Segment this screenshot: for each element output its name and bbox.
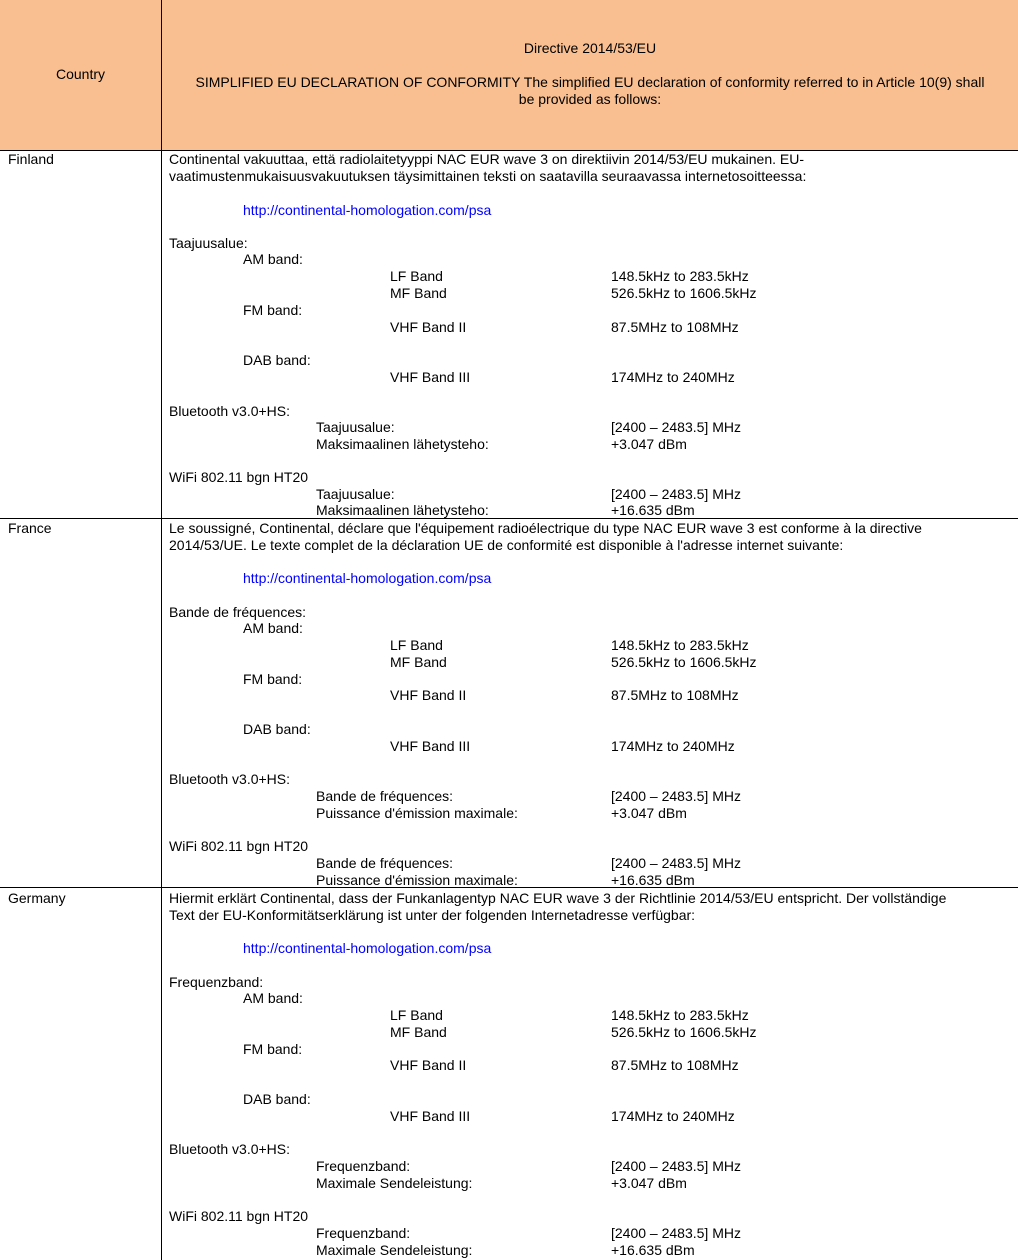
wifi-freq-value: [2400 – 2483.5] MHz <box>611 855 741 871</box>
dab-band-label: DAB band: <box>243 1091 311 1107</box>
column-divider <box>161 519 162 887</box>
mf-band-value: 526.5kHz to 1606.5kHz <box>611 285 757 301</box>
wifi-heading: WiFi 802.11 bgn HT20 <box>169 838 309 854</box>
bt-power-value: +3.047 dBm <box>611 805 687 821</box>
bt-freq-label: Taajuusalue: <box>316 419 395 435</box>
country-name: Finland <box>8 151 54 167</box>
lf-band-label: LF Band <box>390 1007 443 1023</box>
mf-band-value: 526.5kHz to 1606.5kHz <box>611 654 757 670</box>
wifi-power-label: Maksimaalinen lähetysteho: <box>316 502 489 518</box>
bt-freq-value: [2400 – 2483.5] MHz <box>611 1158 741 1174</box>
lf-band-value: 148.5kHz to 283.5kHz <box>611 637 749 653</box>
intro-line2: vaatimustenmukaisuusvakuutuksen täysimittainen teksti on saatavilla seuraavassa internetosoitteessa: <box>169 168 807 184</box>
vhf3-label: VHF Band III <box>390 1108 471 1124</box>
vhf2-label: VHF Band II <box>390 319 467 335</box>
section-germany <box>0 888 1018 1260</box>
declaration-link[interactable]: http://continental-homologation.com/psa <box>243 940 492 956</box>
vhf3-label: VHF Band III <box>390 738 471 754</box>
freq-heading: Bande de fréquences: <box>169 604 306 620</box>
declaration-link[interactable]: http://continental-homologation.com/psa <box>243 570 492 586</box>
wifi-power-value: +16.635 dBm <box>611 502 695 518</box>
wifi-freq-value: [2400 – 2483.5] MHz <box>611 1225 741 1241</box>
section-france <box>0 519 1018 888</box>
header-declaration-line1: SIMPLIFIED EU DECLARATION OF CONFORMITY The simplified EU declaration of conformity referred to in Article 10(9) shall <box>195 74 985 90</box>
intro-line1: Le soussigné, Continental, déclare que l'équipement radioélectrique du type NAC EUR wave 3 est conforme à la directive <box>169 520 922 536</box>
bt-power-label: Maximale Sendeleistung: <box>316 1175 473 1191</box>
mf-band-label: MF Band <box>390 285 447 301</box>
bt-power-value: +3.047 dBm <box>611 1175 687 1191</box>
bluetooth-heading: Bluetooth v3.0+HS: <box>169 771 291 787</box>
vhf2-value: 87.5MHz to 108MHz <box>611 687 739 703</box>
freq-heading: Taajuusalue: <box>169 235 248 251</box>
bluetooth-heading: Bluetooth v3.0+HS: <box>169 1141 291 1157</box>
intro-line2: Text der EU-Konformitätserklärung ist unter der folgenden Internetadresse verfügbar: <box>169 907 696 923</box>
wifi-freq-label: Frequenzband: <box>316 1225 411 1241</box>
wifi-power-value: +16.635 dBm <box>611 872 695 888</box>
am-band-label: AM band: <box>243 251 303 267</box>
bt-power-value: +3.047 dBm <box>611 436 687 452</box>
dab-band-label: DAB band: <box>243 352 311 368</box>
mf-band-value: 526.5kHz to 1606.5kHz <box>611 1024 757 1040</box>
mf-band-label: MF Band <box>390 654 447 670</box>
header-directive: Directive 2014/53/EU <box>523 40 657 56</box>
lf-band-value: 148.5kHz to 283.5kHz <box>611 268 749 284</box>
declaration-link[interactable]: http://continental-homologation.com/psa <box>243 202 492 218</box>
wifi-heading: WiFi 802.11 bgn HT20 <box>169 1208 309 1224</box>
fm-band-label: FM band: <box>243 671 303 687</box>
intro-line1: Continental vakuuttaa, että radiolaitetyyppi NAC EUR wave 3 on direktiivin 2014/53/EU mukainen. EU- <box>169 151 804 167</box>
column-divider <box>161 151 162 518</box>
fm-band-label: FM band: <box>243 1041 303 1057</box>
vhf2-value: 87.5MHz to 108MHz <box>611 1057 739 1073</box>
header-country: Country <box>55 66 106 82</box>
vhf3-label: VHF Band III <box>390 369 471 385</box>
bt-freq-label: Bande de fréquences: <box>316 788 453 804</box>
bluetooth-heading: Bluetooth v3.0+HS: <box>169 403 291 419</box>
wifi-power-label: Maximale Sendeleistung: <box>316 1242 473 1258</box>
bt-freq-value: [2400 – 2483.5] MHz <box>611 788 741 804</box>
section-finland <box>0 151 1018 519</box>
freq-heading: Frequenzband: <box>169 974 264 990</box>
country-name: France <box>8 520 52 536</box>
bt-power-label: Maksimaalinen lähetysteho: <box>316 436 489 452</box>
intro-line2: 2014/53/UE. Le texte complet de la déclaration UE de conformité est disponible à l'adresse internet suivante: <box>169 537 844 553</box>
column-divider <box>161 888 162 1260</box>
wifi-freq-label: Taajuusalue: <box>316 486 395 502</box>
header-declaration-line2: be provided as follows: <box>518 91 662 107</box>
vhf2-label: VHF Band II <box>390 1057 467 1073</box>
vhf2-label: VHF Band II <box>390 687 467 703</box>
wifi-freq-value: [2400 – 2483.5] MHz <box>611 486 741 502</box>
country-name: Germany <box>8 890 66 906</box>
table-header <box>0 0 1018 151</box>
lf-band-label: LF Band <box>390 637 443 653</box>
lf-band-label: LF Band <box>390 268 443 284</box>
intro-line1: Hiermit erklärt Continental, dass der Funkanlagentyp NAC EUR wave 3 der Richtlinie 2014/53/EU entspricht. Der vollständige <box>169 890 947 906</box>
wifi-heading: WiFi 802.11 bgn HT20 <box>169 469 309 485</box>
bt-freq-label: Frequenzband: <box>316 1158 411 1174</box>
vhf3-value: 174MHz to 240MHz <box>611 369 735 385</box>
lf-band-value: 148.5kHz to 283.5kHz <box>611 1007 749 1023</box>
wifi-power-value: +16.635 dBm <box>611 1242 695 1258</box>
fm-band-label: FM band: <box>243 302 303 318</box>
mf-band-label: MF Band <box>390 1024 447 1040</box>
am-band-label: AM band: <box>243 620 303 636</box>
vhf2-value: 87.5MHz to 108MHz <box>611 319 739 335</box>
am-band-label: AM band: <box>243 990 303 1006</box>
wifi-power-label: Puissance d'émission maximale: <box>316 872 518 888</box>
bt-power-label: Puissance d'émission maximale: <box>316 805 518 821</box>
vhf3-value: 174MHz to 240MHz <box>611 738 735 754</box>
bt-freq-value: [2400 – 2483.5] MHz <box>611 419 741 435</box>
dab-band-label: DAB band: <box>243 721 311 737</box>
vhf3-value: 174MHz to 240MHz <box>611 1108 735 1124</box>
wifi-freq-label: Bande de fréquences: <box>316 855 453 871</box>
